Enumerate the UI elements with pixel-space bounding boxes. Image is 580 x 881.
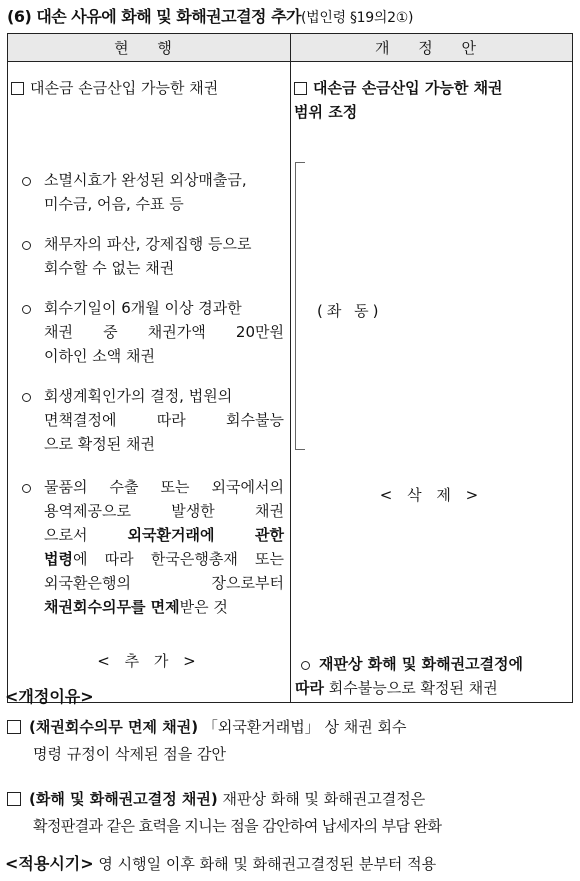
list-item xyxy=(14,384,284,456)
item-line: 으로 확정된 채권 xyxy=(44,435,155,453)
reasons-heading: <개정이유> xyxy=(5,687,94,706)
checkbox-icon xyxy=(294,82,307,95)
comparison-table xyxy=(7,33,573,703)
deleted-item xyxy=(14,475,284,619)
reason-text: 확정판결과 같은 효력을 지니는 점을 감안하여 납세자의 부담 완화 xyxy=(33,817,442,835)
reason-label: (채권회수의무 면제 채권) xyxy=(29,718,199,736)
item-line: 회수기일이 6개월 이상 경과한 xyxy=(44,299,242,317)
law-reference: (법인령 §19의2①) xyxy=(300,10,414,26)
bracket-line xyxy=(295,162,305,450)
bullet-icon xyxy=(22,177,31,186)
revised-heading xyxy=(294,76,570,124)
item-line: 회생계획인가의 결정, 법원의 xyxy=(44,387,233,405)
application-label: <적용시기> xyxy=(5,854,94,873)
item-line: 채권회수의무를 면제받은 것 xyxy=(44,598,228,616)
item-line: 회수할 수 없는 채권 xyxy=(44,259,175,277)
new-item xyxy=(295,652,570,700)
add-label: < 추 가 > xyxy=(97,652,201,670)
item-line: 채무자의 파산, 강제집행 등으로 xyxy=(44,235,252,253)
reason-text: 「외국환거래법」 상 채권 회수 xyxy=(198,718,407,736)
checkbox-icon xyxy=(11,82,24,95)
reason-label: (화해 및 화해권고결정 채권) xyxy=(29,790,218,808)
bullet-icon xyxy=(22,484,31,493)
item-line: 면책결정에 따라 회수불능 xyxy=(44,411,284,429)
header-revised: 개 정 안 xyxy=(291,34,573,62)
bullet-icon xyxy=(22,305,31,314)
item-line: 으로서 외국환거래에 관한 xyxy=(44,526,284,544)
bullet-icon xyxy=(22,393,31,402)
section-title xyxy=(7,4,413,27)
item-line: 용역제공으로 발생한 채권 xyxy=(44,502,284,520)
item-line: 재판상 화해 및 화해권고결정에 xyxy=(319,655,524,673)
delete-label: < 삭 제 > xyxy=(379,486,484,504)
same-as-left-label: (좌 동) xyxy=(317,302,383,320)
reason-text: 재판상 화해 및 화해권고결정은 xyxy=(217,790,426,808)
application-text: 영 시행일 이후 화해 및 화해권고결정된 분부터 적용 xyxy=(93,855,437,873)
list-item xyxy=(14,168,284,216)
application-period xyxy=(5,851,436,874)
item-line: 법령에 따라 한국은행총재 또는 xyxy=(44,550,284,568)
list-item xyxy=(14,232,284,280)
section-title-main: (6) 대손 사유에 화해 및 화해권고결정 추가 xyxy=(7,7,301,26)
checkbox-icon xyxy=(7,792,21,806)
bullet-icon xyxy=(301,661,310,670)
item-line: 물품의 수출 또는 외국에서의 xyxy=(44,478,284,496)
item-line: 미수금, 어음, 수표 등 xyxy=(44,195,184,213)
current-heading-text: 대손금 손금산입 가능한 채권 xyxy=(30,79,219,97)
revised-heading-line1: 대손금 손금산입 가능한 채권 xyxy=(313,79,503,97)
reason-text: 명령 규정이 삭제된 점을 감안 xyxy=(33,745,226,763)
header-current: 현 행 xyxy=(8,34,291,62)
revised-column xyxy=(291,62,573,703)
bullet-icon xyxy=(22,241,31,250)
checkbox-icon xyxy=(7,720,21,734)
item-line: 채권 중 채권가액 20만원 xyxy=(44,323,284,341)
item-line: 이하인 소액 채권 xyxy=(44,347,155,365)
current-column xyxy=(8,62,291,703)
reason-item xyxy=(7,714,572,768)
item-line: 소멸시효가 완성된 외상매출금, xyxy=(44,171,247,189)
reason-item xyxy=(7,786,572,840)
list-item xyxy=(14,296,284,368)
item-line: 따라 회수불능으로 확정된 채권 xyxy=(295,679,498,697)
current-heading xyxy=(11,76,288,100)
item-line: 외국환은행의 장으로부터 xyxy=(44,574,284,592)
revised-heading-line2: 범위 조정 xyxy=(294,103,358,121)
